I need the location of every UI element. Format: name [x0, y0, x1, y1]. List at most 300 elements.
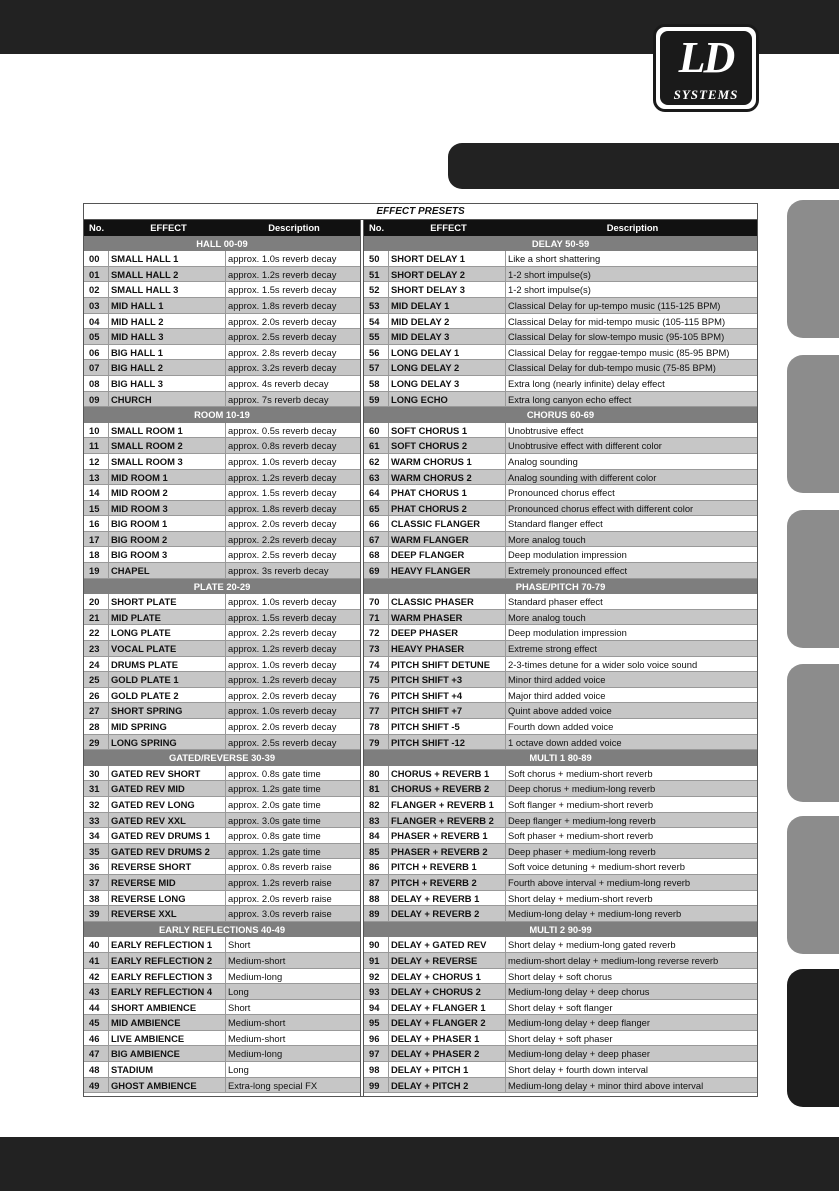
preset-number: 16	[84, 516, 109, 531]
preset-name: PHASER + REVERB 2	[389, 844, 506, 859]
preset-row	[84, 859, 360, 875]
preset-number: 57	[364, 360, 389, 375]
preset-name: WARM PHASER	[389, 610, 506, 625]
preset-name: PITCH SHIFT -12	[389, 735, 506, 750]
preset-description: approx. 2.2s reverb decay	[228, 627, 337, 639]
preset-description: Unobtrusive effect	[508, 424, 584, 436]
section-header: PLATE 20-29	[84, 579, 360, 595]
preset-number: 98	[364, 1062, 389, 1077]
preset-name: PITCH + REVERB 2	[389, 875, 506, 890]
preset-row	[84, 360, 360, 376]
preset-description: Short delay + medium-short reverb	[508, 892, 653, 904]
header-no: No.	[89, 222, 105, 233]
preset-name: MID ROOM 1	[109, 470, 226, 485]
preset-name: DRUMS PLATE	[109, 657, 226, 672]
preset-name: LIVE AMBIENCE	[109, 1031, 226, 1046]
preset-number: 48	[84, 1062, 109, 1077]
preset-row	[84, 1062, 360, 1078]
language-tab-5[interactable]	[787, 816, 839, 954]
preset-description: Extremely pronounced effect	[508, 565, 628, 577]
preset-name: MID HALL 1	[109, 298, 226, 313]
preset-description: approx. 3.0s gate time	[228, 814, 321, 826]
preset-number: 76	[364, 688, 389, 703]
preset-row	[84, 470, 360, 486]
preset-row	[364, 828, 757, 844]
preset-description: Analog sounding	[508, 455, 578, 467]
preset-name: PHAT CHORUS 1	[389, 485, 506, 500]
preset-number: 41	[84, 953, 109, 968]
preset-row	[84, 813, 360, 829]
preset-row	[364, 610, 757, 626]
preset-number: 20	[84, 594, 109, 609]
preset-number: 15	[84, 501, 109, 516]
preset-description: approx. 1.0s reverb decay	[228, 596, 337, 608]
header-description: Description	[606, 222, 659, 233]
preset-description: Deep modulation impression	[508, 627, 627, 639]
preset-description: More analog touch	[508, 533, 586, 545]
logo-ld-text: LD	[678, 33, 734, 82]
preset-description: Medium-long delay + deep flanger	[508, 1017, 651, 1029]
preset-number: 64	[364, 485, 389, 500]
preset-name: DELAY + REVERB 2	[389, 906, 506, 921]
preset-description: approx. 2.0s reverb decay	[228, 315, 337, 327]
preset-number: 02	[84, 282, 109, 297]
preset-row	[84, 1046, 360, 1062]
preset-description: Unobtrusive effect with different color	[508, 440, 662, 452]
preset-row	[364, 594, 757, 610]
preset-name: MID SPRING	[109, 719, 226, 734]
preset-description: Extra long (nearly infinite) delay effect	[508, 377, 665, 389]
preset-name: MID DELAY 2	[389, 314, 506, 329]
preset-description: 1 octave down added voice	[508, 736, 622, 748]
preset-row	[364, 657, 757, 673]
preset-name: DELAY + PHASER 1	[389, 1031, 506, 1046]
preset-number: 34	[84, 828, 109, 843]
preset-row	[364, 937, 757, 953]
preset-number: 84	[364, 828, 389, 843]
preset-description: Short delay + medium-long gated reverb	[508, 939, 676, 951]
preset-row	[364, 267, 757, 283]
preset-description: Analog sounding with different color	[508, 471, 657, 483]
column-header-row	[364, 220, 757, 236]
preset-description: Classical Delay for mid-tempo music (105-115 BPM)	[508, 315, 726, 327]
preset-number: 44	[84, 1000, 109, 1015]
preset-description: Pronounced chorus effect with different color	[508, 502, 694, 514]
preset-name: EARLY REFLECTION 4	[109, 984, 226, 999]
preset-number: 56	[364, 345, 389, 360]
preset-number: 01	[84, 267, 109, 282]
preset-name: SOFT CHORUS 2	[389, 438, 506, 453]
preset-name: PITCH SHIFT DETUNE	[389, 657, 506, 672]
preset-description: Long	[228, 986, 249, 998]
preset-row	[364, 953, 757, 969]
preset-row	[84, 688, 360, 704]
header-effect: EFFECT	[430, 222, 467, 233]
preset-name: EARLY REFLECTION 1	[109, 937, 226, 952]
preset-number: 45	[84, 1015, 109, 1030]
preset-row	[84, 563, 360, 579]
preset-name: WARM CHORUS 1	[389, 454, 506, 469]
preset-name: DELAY + FLANGER 1	[389, 1000, 506, 1015]
preset-row	[364, 360, 757, 376]
preset-name: CLASSIC FLANGER	[389, 516, 506, 531]
preset-description: approx. 4s reverb decay	[228, 377, 329, 389]
preset-number: 32	[84, 797, 109, 812]
preset-description: Deep chorus + medium-long reverb	[508, 783, 656, 795]
preset-name: CHORUS + REVERB 2	[389, 781, 506, 796]
preset-row	[84, 610, 360, 626]
preset-description: approx. 2.2s reverb decay	[228, 533, 337, 545]
preset-number: 55	[364, 329, 389, 344]
preset-row	[84, 423, 360, 439]
preset-row	[84, 984, 360, 1000]
preset-number: 66	[364, 516, 389, 531]
preset-description: approx. 1.2s reverb decay	[228, 643, 337, 655]
preset-row	[84, 703, 360, 719]
preset-description: approx. 1.0s reverb decay	[228, 253, 337, 265]
preset-name: MID HALL 3	[109, 329, 226, 344]
preset-name: GATED REV DRUMS 2	[109, 844, 226, 859]
preset-row	[364, 516, 757, 532]
preset-name: PITCH SHIFT +7	[389, 703, 506, 718]
preset-name: DELAY + PITCH 1	[389, 1062, 506, 1077]
preset-row	[84, 532, 360, 548]
preset-row	[364, 672, 757, 688]
preset-number: 91	[364, 953, 389, 968]
preset-description: 2-3-times detune for a wider solo voice sound	[508, 658, 698, 670]
preset-number: 43	[84, 984, 109, 999]
preset-description: Fourth down added voice	[508, 721, 614, 732]
preset-number: 05	[84, 329, 109, 344]
preset-description: approx. 2.0s reverb decay	[228, 721, 337, 732]
section-header: GATED/REVERSE 30-39	[84, 750, 360, 766]
preset-name: CHAPEL	[109, 563, 226, 578]
preset-number: 96	[364, 1031, 389, 1046]
preset-number: 80	[364, 766, 389, 781]
preset-number: 08	[84, 376, 109, 391]
preset-number: 38	[84, 891, 109, 906]
preset-row	[84, 891, 360, 907]
preset-number: 97	[364, 1046, 389, 1061]
preset-name: WARM FLANGER	[389, 532, 506, 547]
preset-number: 03	[84, 298, 109, 313]
preset-number: 47	[84, 1046, 109, 1061]
preset-name: BIG HALL 3	[109, 376, 226, 391]
language-tab-2[interactable]	[787, 355, 839, 493]
preset-row	[84, 1078, 360, 1094]
preset-name: SMALL HALL 3	[109, 282, 226, 297]
preset-row	[84, 797, 360, 813]
preset-row	[84, 781, 360, 797]
preset-description: approx. 1.5s reverb decay	[228, 487, 337, 499]
right-column	[364, 220, 757, 1093]
preset-number: 11	[84, 438, 109, 453]
preset-description: approx. 2.0s reverb raise	[228, 892, 332, 904]
preset-number: 93	[364, 984, 389, 999]
preset-description: Classical Delay for up-tempo music (115-125 BPM)	[508, 299, 721, 311]
preset-number: 07	[84, 360, 109, 375]
preset-row	[84, 298, 360, 314]
preset-number: 29	[84, 735, 109, 750]
language-tab-3[interactable]	[787, 510, 839, 648]
preset-name: LONG DELAY 2	[389, 360, 506, 375]
preset-row	[364, 1015, 757, 1031]
preset-row	[84, 625, 360, 641]
preset-row	[84, 828, 360, 844]
preset-name: PITCH SHIFT +3	[389, 672, 506, 687]
preset-number: 19	[84, 563, 109, 578]
preset-number: 52	[364, 282, 389, 297]
preset-description: approx. 2.0s reverb decay	[228, 518, 337, 530]
preset-number: 17	[84, 532, 109, 547]
preset-row	[84, 844, 360, 860]
preset-row	[84, 392, 360, 408]
preset-number: 04	[84, 314, 109, 329]
preset-number: 10	[84, 423, 109, 438]
preset-name: DELAY + GATED REV	[389, 937, 506, 952]
preset-description: Medium-short	[228, 1032, 286, 1044]
preset-description: approx. 1.2s reverb raise	[228, 876, 332, 888]
preset-name: SHORT DELAY 2	[389, 267, 506, 282]
preset-number: 90	[364, 937, 389, 952]
preset-description: Minor third added voice	[508, 674, 606, 686]
preset-row	[364, 984, 757, 1000]
preset-name: DELAY + CHORUS 2	[389, 984, 506, 999]
preset-row	[364, 813, 757, 829]
preset-row	[84, 969, 360, 985]
preset-row	[84, 376, 360, 392]
preset-row	[84, 282, 360, 298]
preset-row	[364, 1046, 757, 1062]
preset-description: Standard phaser effect	[508, 596, 603, 608]
preset-description: approx. 3s reverb decay	[228, 565, 329, 577]
preset-number: 92	[364, 969, 389, 984]
preset-description: Soft phaser + medium-short reverb	[508, 830, 654, 842]
preset-description: Extreme strong effect	[508, 643, 597, 655]
preset-description: approx. 2.8s reverb decay	[228, 346, 337, 358]
logo-systems-text: SYSTEMS	[673, 87, 739, 102]
preset-name: GOLD PLATE 1	[109, 672, 226, 687]
preset-number: 79	[364, 735, 389, 750]
preset-description: Classical Delay for dub-tempo music (75-85 BPM)	[508, 362, 716, 374]
language-tab-1[interactable]	[787, 200, 839, 338]
preset-number: 58	[364, 376, 389, 391]
preset-number: 60	[364, 423, 389, 438]
preset-name: PHASER + REVERB 1	[389, 828, 506, 843]
preset-number: 30	[84, 766, 109, 781]
preset-number: 39	[84, 906, 109, 921]
preset-number: 83	[364, 813, 389, 828]
preset-description: Medium-long delay + deep chorus	[508, 986, 650, 998]
effect-presets-table	[83, 203, 758, 1097]
preset-description: Soft chorus + medium-short reverb	[508, 767, 653, 779]
preset-description: approx. 2.0s gate time	[228, 798, 321, 810]
preset-name: SHORT DELAY 1	[389, 251, 506, 266]
preset-description: Like a short shattering	[508, 253, 601, 265]
preset-row	[364, 470, 757, 486]
preset-row	[364, 1031, 757, 1047]
preset-name: HEAVY FLANGER	[389, 563, 506, 578]
preset-row	[84, 438, 360, 454]
preset-name: SHORT DELAY 3	[389, 282, 506, 297]
preset-description: approx. 0.8s reverb raise	[228, 861, 332, 873]
preset-number: 63	[364, 470, 389, 485]
preset-name: SHORT AMBIENCE	[109, 1000, 226, 1015]
preset-number: 70	[364, 594, 389, 609]
preset-name: WARM CHORUS 2	[389, 470, 506, 485]
preset-number: 18	[84, 547, 109, 562]
preset-number: 78	[364, 719, 389, 734]
section-header: DELAY 50-59	[364, 236, 757, 252]
preset-row	[364, 969, 757, 985]
preset-name: BIG ROOM 3	[109, 547, 226, 562]
preset-name: DELAY + REVERSE	[389, 953, 506, 968]
preset-name: SMALL ROOM 3	[109, 454, 226, 469]
preset-name: LONG SPRING	[109, 735, 226, 750]
preset-number: 85	[364, 844, 389, 859]
preset-number: 33	[84, 813, 109, 828]
preset-number: 67	[364, 532, 389, 547]
preset-number: 27	[84, 703, 109, 718]
preset-row	[84, 937, 360, 953]
preset-name: GOLD PLATE 2	[109, 688, 226, 703]
preset-number: 50	[364, 251, 389, 266]
preset-row	[84, 875, 360, 891]
preset-name: SHORT PLATE	[109, 594, 226, 609]
preset-row	[364, 251, 757, 267]
preset-row	[364, 781, 757, 797]
preset-name: DELAY + PITCH 2	[389, 1078, 506, 1093]
preset-row	[84, 657, 360, 673]
preset-row	[364, 547, 757, 563]
preset-description: approx. 1.2s gate time	[228, 783, 321, 795]
preset-row	[84, 672, 360, 688]
preset-description: approx. 1.2s reverb decay	[228, 674, 337, 686]
preset-row	[364, 501, 757, 517]
preset-row	[84, 251, 360, 267]
preset-row	[84, 594, 360, 610]
preset-description: More analog touch	[508, 611, 586, 623]
preset-number: 54	[364, 314, 389, 329]
language-tab-4[interactable]	[787, 664, 839, 802]
preset-row	[364, 688, 757, 704]
preset-description: Short delay + soft flanger	[508, 1001, 613, 1013]
preset-row	[84, 314, 360, 330]
preset-description: Deep modulation impression	[508, 549, 627, 561]
preset-number: 68	[364, 547, 389, 562]
preset-description: Soft flanger + medium-short reverb	[508, 798, 654, 810]
preset-description: approx. 2.5s reverb decay	[228, 331, 337, 343]
logo-badge	[660, 31, 752, 105]
preset-number: 72	[364, 625, 389, 640]
preset-name: DELAY + FLANGER 2	[389, 1015, 506, 1030]
preset-row	[84, 766, 360, 782]
preset-description: approx. 2.0s reverb decay	[228, 689, 337, 701]
preset-row	[364, 875, 757, 891]
preset-description: Deep phaser + medium-long reverb	[508, 845, 656, 857]
preset-number: 99	[364, 1078, 389, 1093]
preset-description: Medium-short	[228, 954, 286, 966]
preset-number: 77	[364, 703, 389, 718]
preset-row	[84, 719, 360, 735]
preset-row	[84, 267, 360, 283]
preset-name: PITCH + REVERB 1	[389, 859, 506, 874]
preset-number: 81	[364, 781, 389, 796]
preset-number: 06	[84, 345, 109, 360]
preset-number: 31	[84, 781, 109, 796]
preset-row	[364, 298, 757, 314]
preset-name: VOCAL PLATE	[109, 641, 226, 656]
preset-name: FLANGER + REVERB 2	[389, 813, 506, 828]
preset-name: MID AMBIENCE	[109, 1015, 226, 1030]
preset-name: GATED REV SHORT	[109, 766, 226, 781]
header-no: No.	[369, 222, 385, 233]
preset-name: CHURCH	[109, 392, 226, 407]
bottom-footer-bar	[0, 1137, 839, 1191]
preset-description: Major third added voice	[508, 689, 606, 701]
preset-row	[364, 891, 757, 907]
language-tab-active[interactable]	[787, 969, 839, 1107]
preset-description: 1-2 short impulse(s)	[508, 268, 591, 280]
preset-row	[84, 516, 360, 532]
preset-name: DEEP PHASER	[389, 625, 506, 640]
preset-number: 42	[84, 969, 109, 984]
preset-name: GATED REV DRUMS 1	[109, 828, 226, 843]
preset-row	[364, 641, 757, 657]
preset-description: Medium-long delay + minor third above interval	[508, 1079, 704, 1091]
preset-description: Deep flanger + medium-long reverb	[508, 814, 656, 826]
preset-name: BIG AMBIENCE	[109, 1046, 226, 1061]
preset-number: 22	[84, 625, 109, 640]
preset-row	[364, 282, 757, 298]
preset-number: 21	[84, 610, 109, 625]
preset-name: LONG ECHO	[389, 392, 506, 407]
preset-row	[364, 376, 757, 392]
preset-number: 61	[364, 438, 389, 453]
preset-number: 09	[84, 392, 109, 407]
preset-description: approx. 1.5s reverb decay	[228, 284, 337, 296]
preset-name: MID HALL 2	[109, 314, 226, 329]
preset-description: approx. 1.2s reverb decay	[228, 268, 337, 280]
ld-systems-logo	[653, 24, 759, 112]
preset-description: approx. 1.0s reverb decay	[228, 658, 337, 670]
preset-row	[364, 735, 757, 751]
preset-row	[84, 906, 360, 922]
preset-number: 26	[84, 688, 109, 703]
preset-description: Extra long canyon echo effect	[508, 393, 632, 405]
preset-row	[364, 1078, 757, 1094]
preset-number: 36	[84, 859, 109, 874]
section-header: MULTI 2 90-99	[364, 922, 757, 938]
preset-number: 75	[364, 672, 389, 687]
preset-name: MID ROOM 3	[109, 501, 226, 516]
preset-name: MID PLATE	[109, 610, 226, 625]
preset-name: PITCH SHIFT +4	[389, 688, 506, 703]
preset-description: approx. 0.5s reverb decay	[228, 424, 337, 436]
preset-row	[364, 1062, 757, 1078]
preset-number: 87	[364, 875, 389, 890]
preset-number: 65	[364, 501, 389, 516]
preset-row	[364, 563, 757, 579]
preset-name: PHAT CHORUS 2	[389, 501, 506, 516]
preset-number: 62	[364, 454, 389, 469]
preset-number: 82	[364, 797, 389, 812]
preset-row	[84, 454, 360, 470]
preset-description: Classical Delay for slow-tempo music (95-105 BPM)	[508, 331, 725, 343]
preset-name: CLASSIC PHASER	[389, 594, 506, 609]
preset-row	[84, 547, 360, 563]
preset-row	[84, 735, 360, 751]
